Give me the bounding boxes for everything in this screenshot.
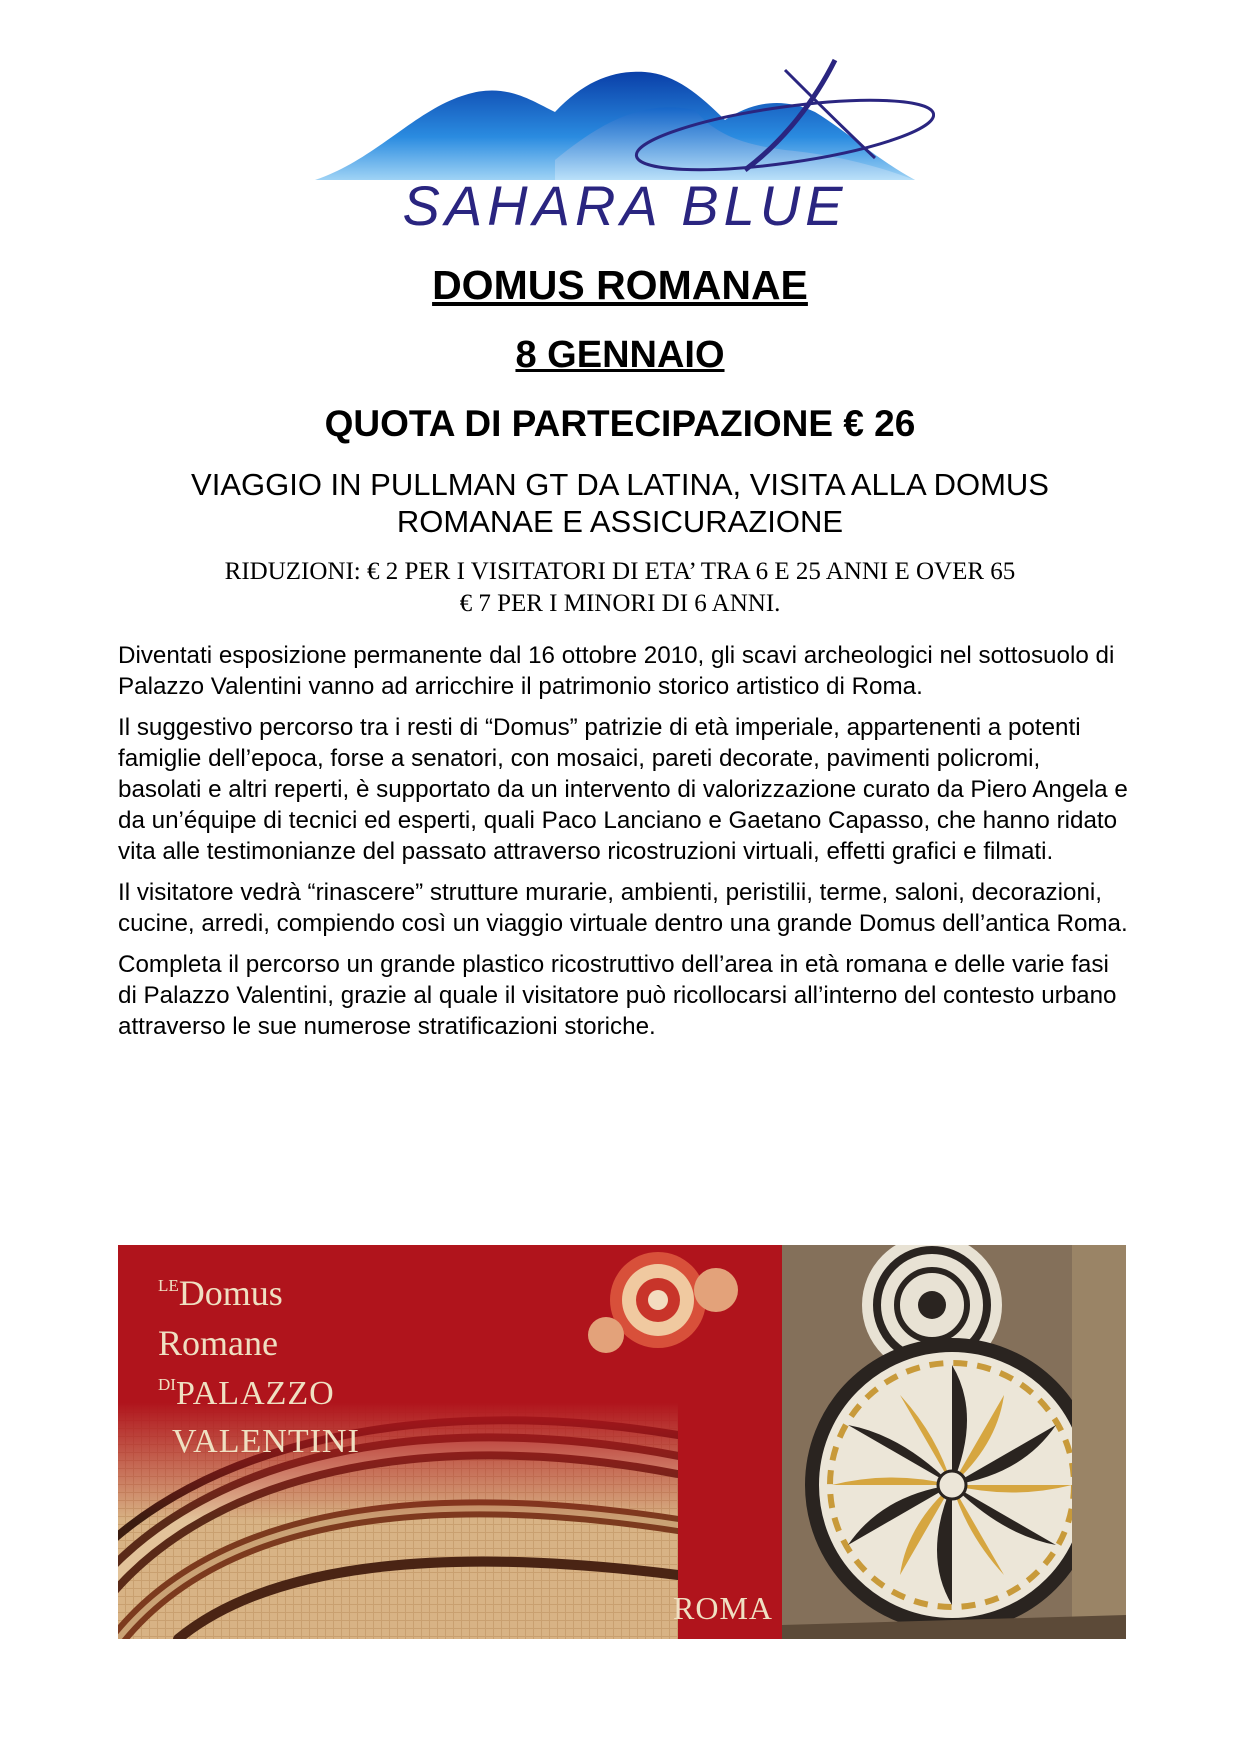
- participation-price: QUOTA DI PARTECIPAZIONE € 26: [324, 403, 916, 444]
- paragraph: Diventati esposizione permanente dal 16 ottobre 2010, gli scavi archeologici nel sottosuolo di Palazzo Valentini vanno ad arricchire il patrimonio storico artistico di Roma.: [118, 642, 1115, 700]
- domus-banner-image: [118, 1245, 1126, 1639]
- reductions-text: [0, 556, 1240, 620]
- banner-palazzo: PALAZZO: [175, 1375, 335, 1412]
- logo-text: SAHARA BLUE: [402, 174, 848, 235]
- includes-text: [0, 466, 1240, 540]
- event-date: 8 GENNAIO: [515, 334, 725, 376]
- paragraph: Il suggestivo percorso tra i resti di “Domus” patrizie di età imperiale, appartenenti a potenti famiglie dell’epoca, forse a senatori, con mosaici, pareti decorate, pavimenti policromi, basolati e altri reperti, è supportato da un intervento di valorizzazione curato da Piero Angela e da un’équipe di tecnici ed esperti, quali Paco Lanciano e Gaetano Capasso, che hanno ridato vita alle testimonianze del passato attraverso ricostruzioni virtuali, effetti grafici e filmati.: [118, 714, 1128, 865]
- paragraph: Completa il percorso un grande plastico ricostruttivo dell’area in età romana e delle varie fasi di Palazzo Valentini, grazie al quale il visitatore può ricollocarsi all’interno del contesto urbano attraverso le sue numerose stratificazioni storiche.: [118, 951, 1117, 1040]
- paragraph: Il visitatore vedrà “rinascere” strutture murarie, ambienti, peristilii, terme, saloni, decorazioni, cucine, arredi, compiendo così un viaggio virtuale dentro una grande Domus dell’antica Roma.: [118, 879, 1128, 937]
- banner-di: DI: [158, 1375, 176, 1394]
- mosaic-pattern-right: [782, 1245, 1126, 1639]
- description: [118, 640, 1128, 1052]
- page-title: DOMUS ROMANAE: [432, 262, 808, 308]
- reductions-line-1: RIDUZIONI: € 2 PER I VISITATORI DI ETA’ TRA 6 E 25 ANNI E OVER 65: [224, 558, 1016, 585]
- banner-city: ROMA: [673, 1590, 774, 1626]
- banner-domus: Domus: [178, 1273, 283, 1313]
- banner-romane: Romane: [158, 1323, 278, 1363]
- banner-red-panel: [118, 1245, 782, 1639]
- reductions-line-2: € 7 PER I MINORI DI 6 ANNI.: [459, 590, 781, 617]
- banner-title: [158, 1265, 360, 1463]
- includes-line-2: ROMANAE E ASSICURAZIONE: [396, 504, 844, 539]
- banner-valentini: VALENTINI: [172, 1423, 360, 1460]
- sahara-blue-logo: [315, 40, 935, 235]
- logo-graphic: [315, 40, 935, 235]
- includes-line-1: VIAGGIO IN PULLMAN GT DA LATINA, VISITA ALLA DOMUS: [191, 467, 1049, 502]
- banner-le: LE: [158, 1276, 179, 1295]
- mosaic-floor-photo: [782, 1245, 1126, 1639]
